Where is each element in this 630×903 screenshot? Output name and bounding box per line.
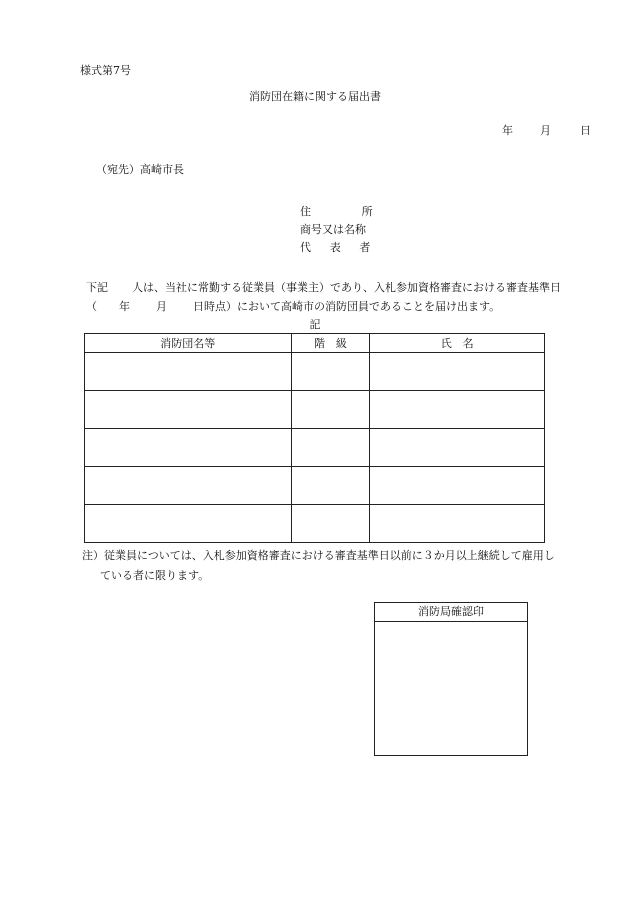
- declaration-line-2: [86, 300, 500, 314]
- header-fire-corps: 消防団名等: [85, 334, 292, 353]
- table-row: [85, 467, 545, 505]
- header-name: 氏 名: [370, 334, 545, 353]
- declaration-line-1: [86, 281, 561, 295]
- date-month: 月: [540, 124, 551, 137]
- date-year: 年: [502, 124, 513, 137]
- document-title: 消防団在籍に関する届出書: [249, 90, 381, 103]
- table-row: [85, 429, 545, 467]
- date-line: [502, 124, 591, 138]
- applicant-block: [300, 203, 393, 257]
- name-cell[interactable]: [370, 391, 545, 429]
- declaration-line-2-text: 日時点）において高崎市の消防団員であることを届け出ます。: [193, 300, 501, 313]
- table-row: [85, 353, 545, 391]
- note-line-2: ている者に限ります。: [100, 569, 210, 582]
- address-label: 住 所: [300, 205, 393, 218]
- table-row: [85, 391, 545, 429]
- declaration-month: 月: [156, 300, 167, 313]
- confirmation-stamp-area[interactable]: [375, 622, 527, 755]
- trade-name-label: 商号又は名称: [300, 223, 366, 236]
- address-row: [300, 203, 393, 221]
- confirmation-label: 消防局確認印: [375, 603, 527, 622]
- ki-label: 記: [309, 318, 321, 331]
- fire-corps-cell[interactable]: [85, 467, 292, 505]
- note-line-1: 注）従業員については、入札参加資格審査における審査基準日以前に３か月以上継続して雇用し: [82, 549, 555, 562]
- fire-corps-cell[interactable]: [85, 391, 292, 429]
- name-cell[interactable]: [370, 505, 545, 543]
- table-row: [85, 505, 545, 543]
- representative-label: 代 表 者: [300, 241, 375, 254]
- table-header-row: [85, 334, 545, 353]
- addressee: （宛先）高崎市長: [96, 163, 184, 176]
- fire-corps-cell[interactable]: [85, 505, 292, 543]
- rank-cell[interactable]: [291, 429, 370, 467]
- trade-name-row: [300, 221, 374, 239]
- fire-corps-cell[interactable]: [85, 353, 292, 391]
- name-cell[interactable]: [370, 467, 545, 505]
- name-cell[interactable]: [370, 353, 545, 391]
- rank-cell[interactable]: [291, 467, 370, 505]
- representative-row: [300, 239, 374, 257]
- declaration-year: 年: [119, 300, 130, 313]
- header-rank: 階 級: [291, 334, 370, 353]
- rank-cell[interactable]: [291, 353, 370, 391]
- declaration-prefix: 下記: [86, 281, 108, 294]
- rank-cell[interactable]: [291, 505, 370, 543]
- date-day: 日: [580, 124, 591, 137]
- declaration-open-paren: （: [86, 300, 97, 313]
- member-table: [84, 333, 545, 543]
- form-number: 様式第7号: [80, 64, 131, 77]
- declaration-line-1-text: 人は、当社に常勤する従業員（事業主）であり、入札参加資格審査における審査基準日: [132, 281, 561, 294]
- fire-corps-cell[interactable]: [85, 429, 292, 467]
- rank-cell[interactable]: [291, 391, 370, 429]
- fire-dept-confirmation-box: [374, 602, 528, 756]
- name-cell[interactable]: [370, 429, 545, 467]
